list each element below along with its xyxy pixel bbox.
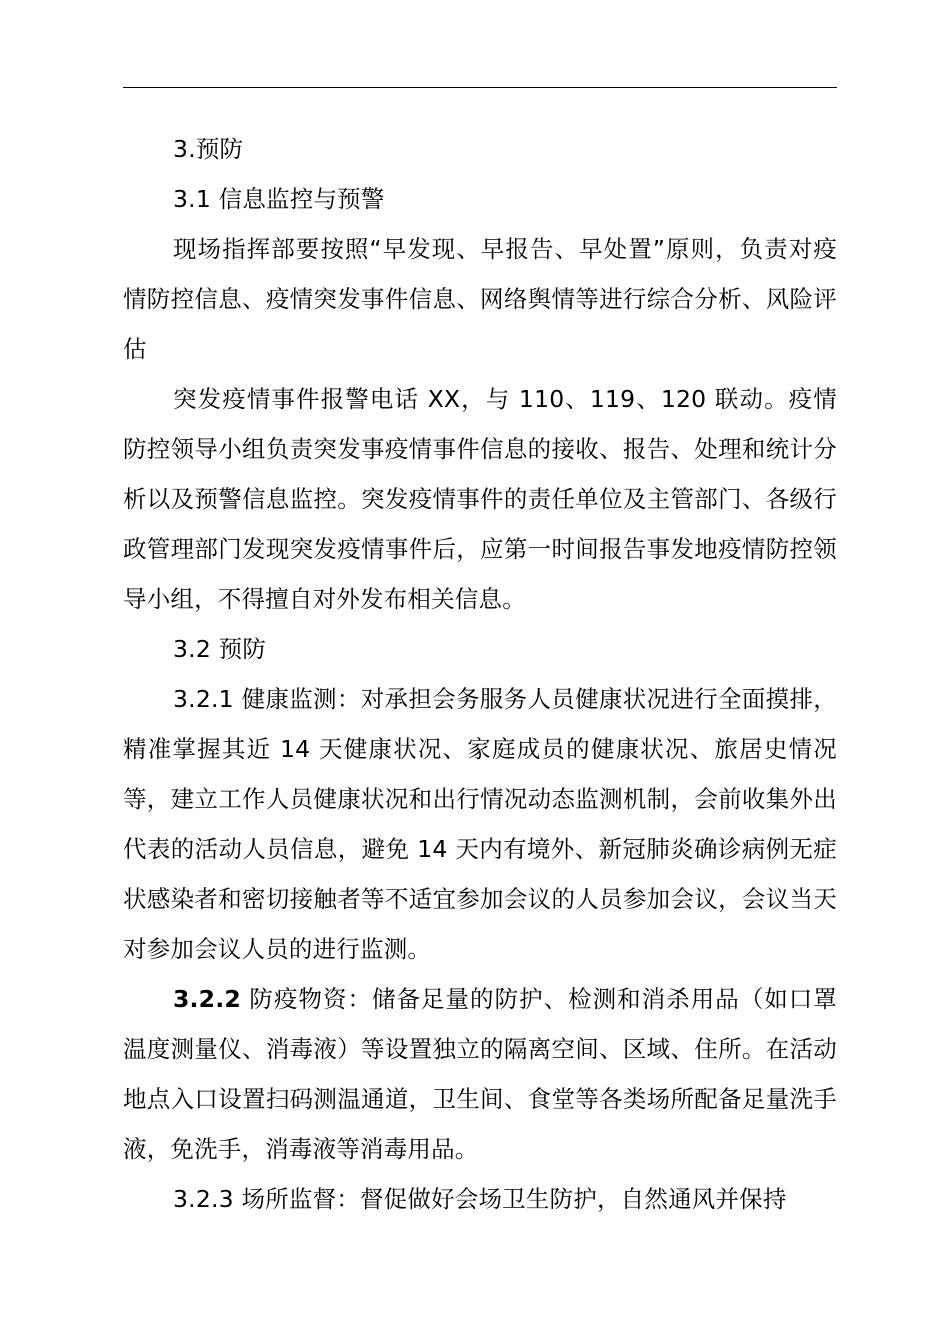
heading-3-1: 3.1 信息监控与预警 — [173, 185, 385, 213]
paragraph-supplies-text: 防疫物资：储备足量的防护、检测和消杀用品（如口罩温度测量仪、消毒液）等设置独立的隔离空间、区域、住所。在活动地点入口设置扫码测温通道，卫生间、食堂等各类场所配备足量洗手液，免洗手，消毒液等消毒用品。 — [123, 985, 837, 1163]
paragraph-alarm: 突发疫情事件报警电话 XX，与 110、119、120 联动。疫情防控领导小组负责突发事疫情事件信息的接收、报告、处理和统计分析以及预警信息监控。突发疫情事件的责任单位及主管部门、各级行政管理部门发现突发疫情事件后，应第一时间报告事发地疫情防控领导小组，不得擅自对外发布相关信息。 — [123, 385, 837, 613]
paragraph-venue-supervision: 3.2.3 场所监督：督促做好会场卫生防护，自然通风并保持 — [173, 1185, 787, 1213]
paragraph-monitoring: 现场指挥部要按照“早发现、早报告、早处置”原则，负责对疫情防控信息、疫情突发事件信息、网络舆情等进行综合分析、风险评估 — [123, 235, 837, 363]
heading-3: 3.预防 — [173, 135, 244, 163]
heading-3-2: 3.2 预防 — [173, 635, 267, 663]
document-body — [123, 124, 837, 1224]
paragraph-supplies — [123, 974, 837, 1174]
section-number-3-2-2: 3.2.2 — [173, 985, 241, 1013]
paragraph-health-monitoring: 3.2.1 健康监测：对承担会务服务人员健康状况进行全面摸排，精准掌握其近 14 天健康状况、家庭成员的健康状况、旅居史情况等，建立工作人员健康状况和出行情况动态监测机制，会前收集外出代表的活动人员信息，避免 14 天内有境外、新冠肺炎确诊病例无症状感染者和密切接触者等不适宜参加会议的人员参加会议，会议当天对参加会议人员的进行监测。 — [123, 685, 837, 963]
header-rule — [123, 87, 837, 88]
